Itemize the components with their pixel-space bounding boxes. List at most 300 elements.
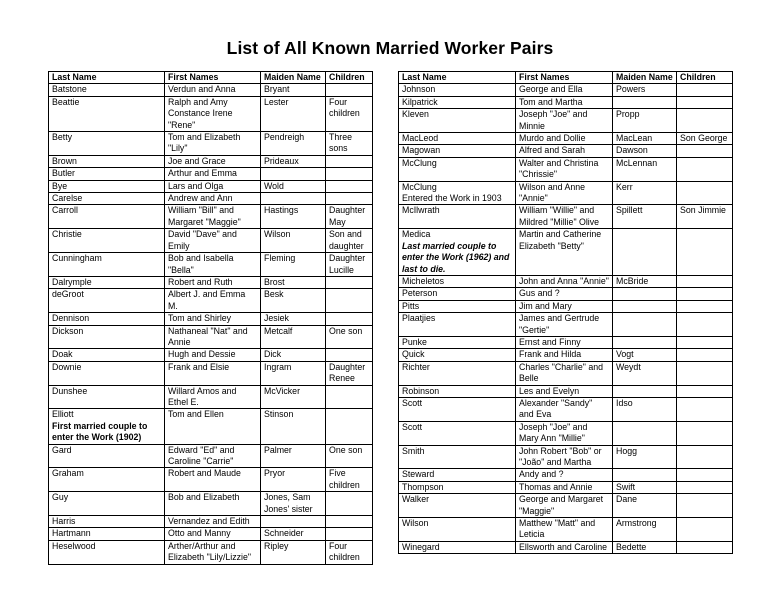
cell-maiden-name: Wilson	[261, 229, 326, 253]
worker-pairs-table-right	[398, 71, 733, 554]
table-row	[49, 168, 373, 180]
cell-children	[677, 518, 733, 542]
last-name-text: Dunshee	[52, 385, 88, 396]
table-row	[49, 253, 373, 277]
last-name-text: Thompson	[402, 481, 444, 492]
cell-first-names: Edward "Ed" and Caroline "Carrie"	[165, 444, 261, 468]
cell-maiden-name	[613, 229, 677, 276]
last-name-text: Hartmann	[52, 528, 91, 539]
cell-last-name	[399, 469, 516, 481]
cell-children	[326, 516, 373, 528]
table-row	[49, 444, 373, 468]
last-name-text: Guy	[52, 492, 69, 503]
row-note: Entered the Work in 1903	[402, 193, 502, 204]
table-header-row	[399, 72, 733, 84]
table-row	[49, 180, 373, 192]
last-name-text: Carroll	[52, 205, 78, 216]
cell-maiden-name: Bedette	[613, 541, 677, 553]
cell-first-names: Murdo and Dollie	[516, 133, 613, 145]
table-row	[49, 193, 373, 205]
table-row	[49, 349, 373, 361]
cell-children	[677, 145, 733, 157]
cell-last-name	[49, 540, 165, 564]
last-name-text: Pitts	[402, 300, 420, 311]
cell-first-names: Gus and ?	[516, 288, 613, 300]
cell-first-names: Joseph "Joe" and Mary Ann "Millie"	[516, 421, 613, 445]
cell-maiden-name	[613, 300, 677, 312]
cell-children	[677, 229, 733, 276]
last-name-text: Scott	[402, 397, 423, 408]
cell-last-name	[49, 528, 165, 540]
cell-children	[677, 469, 733, 481]
cell-first-names: Bob and Elizabeth	[165, 492, 261, 516]
cell-first-names: Tom and Shirley	[165, 313, 261, 325]
cell-first-names: James and Gertrude "Gertie"	[516, 313, 613, 337]
cell-last-name	[49, 313, 165, 325]
table-row	[399, 494, 733, 518]
cell-children: Four children	[326, 540, 373, 564]
cell-first-names: Willard Amos and Ethel E.	[165, 385, 261, 409]
cell-maiden-name: Swift	[613, 481, 677, 493]
last-name-text: Heselwood	[52, 540, 96, 551]
table-row	[399, 445, 733, 469]
table-row	[399, 288, 733, 300]
table-row	[399, 157, 733, 181]
cell-children: Three sons	[326, 132, 373, 156]
cell-last-name	[399, 109, 516, 133]
cell-first-names: Joe and Grace	[165, 155, 261, 167]
cell-maiden-name: Kerr	[613, 181, 677, 205]
table-row	[49, 409, 373, 444]
cell-children: Son and daughter	[326, 229, 373, 253]
cell-children: Four children	[326, 96, 373, 131]
table-row	[49, 205, 373, 229]
table-row	[49, 516, 373, 528]
cell-maiden-name: Pryor	[261, 468, 326, 492]
table-row	[49, 229, 373, 253]
cell-first-names: John and Anna "Annie"	[516, 275, 613, 287]
cell-first-names: Thomas and Annie	[516, 481, 613, 493]
cell-last-name	[399, 300, 516, 312]
table-row	[399, 145, 733, 157]
cell-first-names: Joseph "Joe" and Minnie	[516, 109, 613, 133]
cell-children	[677, 181, 733, 205]
cell-children	[677, 313, 733, 337]
last-name-text: Carelse	[52, 193, 83, 204]
cell-first-names: Vernandez and Edith	[165, 516, 261, 528]
page-title: List of All Known Married Worker Pairs	[226, 38, 554, 58]
cell-last-name	[399, 157, 516, 181]
cell-maiden-name: Dawson	[613, 145, 677, 157]
cell-children	[677, 336, 733, 348]
cell-last-name	[49, 516, 165, 528]
table-row	[399, 96, 733, 108]
cell-maiden-name: Lester	[261, 96, 326, 131]
cell-children	[677, 397, 733, 421]
cell-first-names: Alexander "Sandy" and Eva	[516, 397, 613, 421]
cell-first-names: Charles "Charlie" and Belle	[516, 361, 613, 385]
cell-first-names: Les and Evelyn	[516, 385, 613, 397]
cell-maiden-name: Spillett	[613, 205, 677, 229]
cell-first-names: Albert J. and Emma M.	[165, 289, 261, 313]
last-name-text: Bye	[52, 180, 68, 191]
cell-children: Five children	[326, 468, 373, 492]
cell-children	[677, 288, 733, 300]
cell-last-name	[49, 168, 165, 180]
cell-children: Daughter Renee	[326, 361, 373, 385]
table-row	[49, 385, 373, 409]
cell-first-names: Andrew and Ann	[165, 193, 261, 205]
table-row	[49, 528, 373, 540]
cell-maiden-name: Metcalf	[261, 325, 326, 349]
table-row	[49, 276, 373, 288]
cell-children	[326, 349, 373, 361]
cell-maiden-name: MacLean	[613, 133, 677, 145]
cell-last-name	[399, 96, 516, 108]
last-name-text: Johnson	[402, 84, 436, 95]
cell-last-name	[49, 468, 165, 492]
table-row	[399, 229, 733, 276]
cell-first-names: Robert and Ruth	[165, 276, 261, 288]
cell-maiden-name: Ingram	[261, 361, 326, 385]
last-name-text: Micheletos	[402, 275, 445, 286]
cell-children	[326, 180, 373, 192]
cell-last-name	[49, 229, 165, 253]
cell-maiden-name: Idso	[613, 397, 677, 421]
column-header-last-name: Last Name	[49, 72, 165, 84]
cell-last-name	[49, 84, 165, 96]
cell-maiden-name: Jones, Sam Jones' sister	[261, 492, 326, 516]
cell-children	[677, 481, 733, 493]
cell-last-name	[49, 409, 165, 444]
cell-last-name	[49, 349, 165, 361]
cell-children	[677, 109, 733, 133]
worker-pairs-table-left	[48, 71, 373, 565]
table-row	[399, 133, 733, 145]
cell-children	[326, 492, 373, 516]
cell-children	[677, 494, 733, 518]
cell-maiden-name: Propp	[613, 109, 677, 133]
table-row	[49, 468, 373, 492]
cell-maiden-name: Weydt	[613, 361, 677, 385]
cell-first-names: Arther/Arthur and Elizabeth "Lily/Lizzie"	[165, 540, 261, 564]
column-header-maiden-name: Maiden Name	[261, 72, 326, 84]
column-header-maiden-name: Maiden Name	[613, 72, 677, 84]
cell-children	[326, 313, 373, 325]
cell-maiden-name: Fleming	[261, 253, 326, 277]
last-name-text: Betty	[52, 132, 73, 143]
last-name-text: Downie	[52, 361, 82, 372]
cell-first-names: Ralph and Amy Constance Irene "Rene"	[165, 96, 261, 131]
cell-children	[326, 385, 373, 409]
cell-last-name	[49, 193, 165, 205]
cell-first-names: Frank and Hilda	[516, 349, 613, 361]
cell-last-name	[49, 96, 165, 131]
table-row	[399, 397, 733, 421]
cell-last-name	[399, 133, 516, 145]
cell-children	[326, 528, 373, 540]
cell-maiden-name	[613, 385, 677, 397]
cell-first-names: Tom and Elizabeth "Lily"	[165, 132, 261, 156]
cell-last-name	[49, 492, 165, 516]
cell-last-name	[399, 288, 516, 300]
cell-last-name	[399, 481, 516, 493]
cell-children: Daughter Lucille	[326, 253, 373, 277]
cell-maiden-name	[261, 193, 326, 205]
last-name-text: Beattie	[52, 96, 80, 107]
cell-children	[326, 409, 373, 444]
cell-children	[677, 84, 733, 96]
column-header-first-names: First Names	[516, 72, 613, 84]
cell-first-names: George and Ella	[516, 84, 613, 96]
last-name-text: Scott	[402, 421, 423, 432]
cell-first-names: Hugh and Dessie	[165, 349, 261, 361]
cell-maiden-name: Besk	[261, 289, 326, 313]
cell-first-names: David "Dave" and Emily	[165, 229, 261, 253]
cell-maiden-name: Powers	[613, 84, 677, 96]
cell-last-name	[399, 421, 516, 445]
cell-maiden-name	[613, 421, 677, 445]
last-name-text: Batstone	[52, 84, 87, 95]
cell-children	[677, 541, 733, 553]
cell-last-name	[49, 325, 165, 349]
last-name-text: McClung	[402, 181, 437, 192]
cell-maiden-name: Hastings	[261, 205, 326, 229]
cell-last-name	[399, 313, 516, 337]
cell-last-name	[49, 289, 165, 313]
cell-first-names: Nathaneal "Nat" and Annie	[165, 325, 261, 349]
row-note: Last married couple to enter the Work (1962) and last to die.	[402, 240, 510, 274]
column-header-first-names: First Names	[165, 72, 261, 84]
cell-last-name	[49, 444, 165, 468]
last-name-text: Quick	[402, 349, 425, 360]
last-name-text: Punke	[402, 336, 427, 347]
cell-last-name	[49, 132, 165, 156]
cell-last-name	[49, 361, 165, 385]
cell-maiden-name	[613, 336, 677, 348]
cell-children	[326, 168, 373, 180]
table-header-row	[49, 72, 373, 84]
cell-maiden-name: Dane	[613, 494, 677, 518]
cell-maiden-name: Vogt	[613, 349, 677, 361]
cell-last-name	[399, 229, 516, 276]
cell-children	[677, 421, 733, 445]
cell-maiden-name	[613, 288, 677, 300]
cell-maiden-name	[261, 516, 326, 528]
cell-last-name	[49, 155, 165, 167]
cell-first-names: Jim and Mary	[516, 300, 613, 312]
table-row	[49, 492, 373, 516]
table-row	[49, 289, 373, 313]
cell-first-names: Arthur and Emma	[165, 168, 261, 180]
last-name-text: Magowan	[402, 145, 441, 156]
cell-maiden-name: Hogg	[613, 445, 677, 469]
cell-first-names: William "Bill" and Margaret "Maggie"	[165, 205, 261, 229]
last-name-text: Cunningham	[52, 253, 102, 264]
last-name-text: Elliott	[52, 409, 74, 420]
table-row	[399, 385, 733, 397]
table-row	[399, 181, 733, 205]
cell-last-name	[399, 84, 516, 96]
last-name-text: Gard	[52, 444, 72, 455]
cell-last-name	[399, 541, 516, 553]
cell-first-names: Matthew "Matt" and Leticia	[516, 518, 613, 542]
last-name-text: deGroot	[52, 289, 84, 300]
table-row	[49, 313, 373, 325]
cell-last-name	[399, 397, 516, 421]
cell-maiden-name: McLennan	[613, 157, 677, 181]
last-name-text: Dennison	[52, 313, 90, 324]
cell-children	[677, 96, 733, 108]
cell-maiden-name: Prideaux	[261, 155, 326, 167]
cell-maiden-name	[613, 313, 677, 337]
row-note: First married couple to enter the Work (1902)	[52, 420, 148, 443]
cell-first-names: Verdun and Anna	[165, 84, 261, 96]
last-name-text: Plaatjies	[402, 313, 436, 324]
cell-first-names: Otto and Manny	[165, 528, 261, 540]
table-row	[49, 84, 373, 96]
cell-children	[677, 445, 733, 469]
cell-first-names: Ellsworth and Caroline	[516, 541, 613, 553]
cell-maiden-name: Bryant	[261, 84, 326, 96]
cell-first-names: Tom and Martha	[516, 96, 613, 108]
cell-first-names: Alfred and Sarah	[516, 145, 613, 157]
table-row	[49, 325, 373, 349]
cell-children	[326, 289, 373, 313]
column-header-last-name: Last Name	[399, 72, 516, 84]
last-name-text: Wilson	[402, 518, 429, 529]
table-row	[49, 132, 373, 156]
table-row	[399, 109, 733, 133]
cell-children	[326, 193, 373, 205]
cell-first-names: Robert and Maude	[165, 468, 261, 492]
last-name-text: Brown	[52, 155, 77, 166]
cell-children: Daughter May	[326, 205, 373, 229]
cell-maiden-name: Armstrong	[613, 518, 677, 542]
cell-last-name	[399, 181, 516, 205]
cell-maiden-name: Palmer	[261, 444, 326, 468]
table-row	[399, 421, 733, 445]
cell-last-name	[399, 361, 516, 385]
table-row	[49, 540, 373, 564]
cell-children	[677, 300, 733, 312]
last-name-text: Steward	[402, 469, 435, 480]
cell-last-name	[399, 145, 516, 157]
cell-first-names: William "Willie" and Mildred "Millie" Olive	[516, 205, 613, 229]
cell-children: Son George	[677, 133, 733, 145]
table-row	[49, 96, 373, 131]
cell-first-names: Frank and Elsie	[165, 361, 261, 385]
table-row	[399, 361, 733, 385]
last-name-text: Peterson	[402, 288, 438, 299]
last-name-text: Winegard	[402, 541, 440, 552]
table-row	[399, 541, 733, 553]
table-row	[399, 336, 733, 348]
last-name-text: McClung	[402, 157, 437, 168]
cell-first-names: Lars and Olga	[165, 180, 261, 192]
last-name-text: Richter	[402, 361, 430, 372]
table-row	[399, 469, 733, 481]
cell-first-names: Bob and Isabella "Bella"	[165, 253, 261, 277]
last-name-text: McIlwrath	[402, 205, 440, 216]
cell-maiden-name: Wold	[261, 180, 326, 192]
table-row	[399, 205, 733, 229]
last-name-text: Graham	[52, 468, 84, 479]
table-row	[399, 275, 733, 287]
cell-first-names: George and Margaret "Maggie"	[516, 494, 613, 518]
cell-last-name	[399, 445, 516, 469]
cell-last-name	[49, 276, 165, 288]
cell-children	[677, 385, 733, 397]
cell-maiden-name	[613, 96, 677, 108]
table-row	[399, 349, 733, 361]
cell-maiden-name: Ripley	[261, 540, 326, 564]
cell-last-name	[399, 385, 516, 397]
cell-last-name	[49, 253, 165, 277]
cell-children: One son	[326, 325, 373, 349]
column-header-children: Children	[677, 72, 733, 84]
cell-children	[326, 155, 373, 167]
cell-maiden-name	[613, 469, 677, 481]
table-row	[399, 84, 733, 96]
cell-maiden-name: Dick	[261, 349, 326, 361]
table-row	[49, 155, 373, 167]
cell-maiden-name: Jesiek	[261, 313, 326, 325]
cell-last-name	[49, 385, 165, 409]
cell-last-name	[399, 494, 516, 518]
last-name-text: Smith	[402, 445, 425, 456]
last-name-text: Medica	[402, 229, 431, 240]
cell-children	[677, 361, 733, 385]
last-name-text: Dickson	[52, 325, 84, 336]
cell-first-names: Andy and ?	[516, 469, 613, 481]
column-header-children: Children	[326, 72, 373, 84]
table-row	[49, 361, 373, 385]
cell-children	[677, 157, 733, 181]
cell-children	[677, 349, 733, 361]
cell-last-name	[399, 349, 516, 361]
last-name-text: Christie	[52, 229, 82, 240]
last-name-text: Butler	[52, 168, 75, 179]
cell-children	[677, 275, 733, 287]
cell-first-names: Walter and Christina "Chrissie"	[516, 157, 613, 181]
cell-children: Son Jimmie	[677, 205, 733, 229]
last-name-text: MacLeod	[402, 133, 439, 144]
cell-maiden-name: Pendreigh	[261, 132, 326, 156]
cell-last-name	[49, 180, 165, 192]
cell-maiden-name: McBride	[613, 275, 677, 287]
table-row	[399, 481, 733, 493]
cell-maiden-name: Brost	[261, 276, 326, 288]
cell-first-names: Martin and Catherine Elizabeth "Betty"	[516, 229, 613, 276]
table-row	[399, 518, 733, 542]
last-name-text: Harris	[52, 516, 76, 527]
cell-children	[326, 84, 373, 96]
cell-maiden-name	[261, 168, 326, 180]
last-name-text: Walker	[402, 494, 430, 505]
cell-first-names: John Robert "Bob" or "João" and Martha	[516, 445, 613, 469]
cell-last-name	[399, 518, 516, 542]
cell-children	[326, 276, 373, 288]
last-name-text: Doak	[52, 349, 73, 360]
last-name-text: Kilpatrick	[402, 96, 438, 107]
cell-last-name	[399, 275, 516, 287]
cell-last-name	[399, 336, 516, 348]
cell-maiden-name: Stinson	[261, 409, 326, 444]
cell-last-name	[399, 205, 516, 229]
last-name-text: Dalrymple	[52, 276, 92, 287]
cell-maiden-name: Schneider	[261, 528, 326, 540]
